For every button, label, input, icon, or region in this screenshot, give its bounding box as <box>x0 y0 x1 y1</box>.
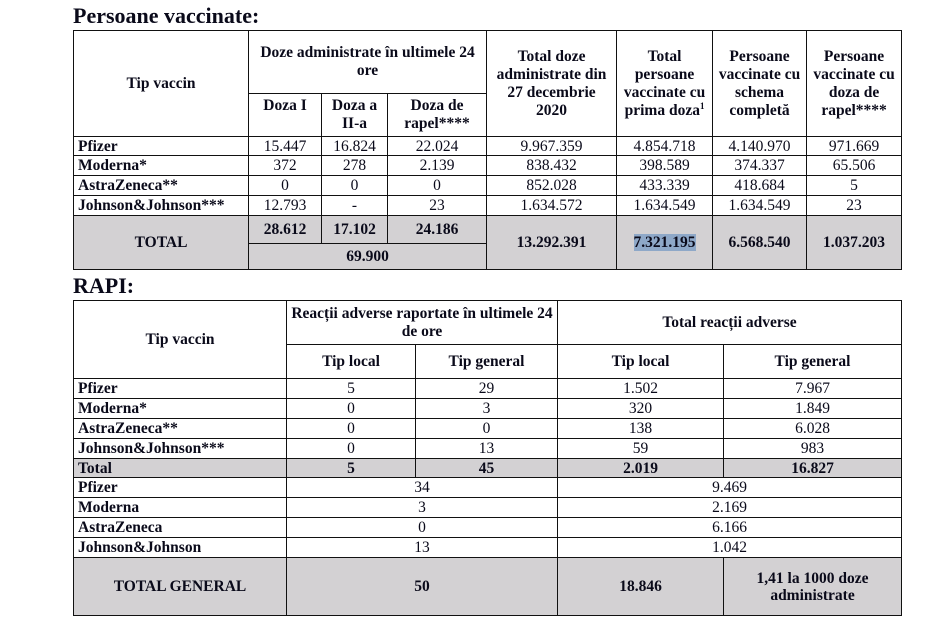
table-row <box>74 176 902 196</box>
total-general-24h: 50 <box>287 558 558 616</box>
total-row <box>74 459 902 478</box>
section-title-rapi: RAPI: <box>73 273 135 298</box>
general-24h-value: 13 <box>416 439 558 459</box>
table-row <box>74 439 902 459</box>
total-doze-value: 9.967.359 <box>487 137 617 156</box>
doza-1-value: 372 <box>249 156 322 176</box>
header-schema-completa: Persoane vaccinate cu schema completă <box>713 31 807 137</box>
total-doze-value: 838.432 <box>487 156 617 176</box>
cu-rapel-value: 23 <box>807 196 902 216</box>
header-tip-local-24h: Tip local <box>287 345 416 379</box>
total-general-24h: 45 <box>416 459 558 478</box>
header-doza-2: Doza a II-a <box>322 94 388 137</box>
doza-1-value: 15.447 <box>249 137 322 156</box>
vaccine-name: Pfizer <box>74 478 287 498</box>
per-vaccine-row <box>74 538 902 558</box>
rapel-value: 22.024 <box>388 137 487 156</box>
general-total-value: 983 <box>724 439 902 459</box>
doza-2-value: 278 <box>322 156 388 176</box>
sum-24h-value: 0 <box>287 518 558 538</box>
sum-total-value: 2.169 <box>558 498 902 518</box>
table-row <box>74 196 902 216</box>
vaccine-name: Johnson&Johnson*** <box>74 439 287 459</box>
selected-text[interactable]: 7.321.195 <box>633 234 696 251</box>
schema-completa-value: 4.140.970 <box>713 137 807 156</box>
total-cu-rapel: 1.037.203 <box>807 216 902 270</box>
vaccinated-persons-table <box>73 30 902 270</box>
footnote-marker: 1 <box>699 100 705 111</box>
vaccine-name: AstraZeneca** <box>74 419 287 439</box>
vaccine-name: AstraZeneca** <box>74 176 249 196</box>
general-total-value: 6.028 <box>724 419 902 439</box>
sum-total-value: 9.469 <box>558 478 902 498</box>
prima-doza-value: 4.854.718 <box>617 137 713 156</box>
rapel-value: 23 <box>388 196 487 216</box>
total-general-total: 16.827 <box>724 459 902 478</box>
schema-completa-value: 374.337 <box>713 156 807 176</box>
cu-rapel-value: 65.506 <box>807 156 902 176</box>
header-reactii-24h: Reacții adverse raportate în ultimele 24 de ore <box>287 301 558 345</box>
vaccine-name: Moderna* <box>74 156 249 176</box>
header-tip-general-total: Tip general <box>724 345 902 379</box>
doza-2-value: 16.824 <box>322 137 388 156</box>
doza-2-value: - <box>322 196 388 216</box>
vaccine-name: Johnson&Johnson*** <box>74 196 249 216</box>
total-general-label: TOTAL GENERAL <box>74 558 287 616</box>
sum-24h-value: 34 <box>287 478 558 498</box>
local-24h-value: 0 <box>287 399 416 419</box>
header-total-prima-doza <box>617 31 713 137</box>
sum-total-value: 6.166 <box>558 518 902 538</box>
table-row <box>74 156 902 176</box>
doza-2-value: 0 <box>322 176 388 196</box>
vaccine-name: Pfizer <box>74 137 249 156</box>
general-24h-value: 3 <box>416 399 558 419</box>
local-total-value: 138 <box>558 419 724 439</box>
total-general-row <box>74 558 902 616</box>
header-total-doze: Total doze administrate din 27 decembrie 2020 <box>487 31 617 137</box>
local-total-value: 1.502 <box>558 379 724 399</box>
total-doze-value: 1.634.572 <box>487 196 617 216</box>
total-local-24h: 5 <box>287 459 416 478</box>
section-title-persoane-vaccinate: Persoane vaccinate: <box>73 3 260 28</box>
general-24h-value: 0 <box>416 419 558 439</box>
total-24h-sum: 69.900 <box>249 244 487 270</box>
vaccine-name: Moderna* <box>74 399 287 419</box>
table-row <box>74 379 902 399</box>
doza-1-value: 12.793 <box>249 196 322 216</box>
table-row <box>74 399 902 419</box>
total-doze-sum: 13.292.391 <box>487 216 617 270</box>
per-vaccine-row <box>74 478 902 498</box>
total-doze-value: 852.028 <box>487 176 617 196</box>
total-schema-completa: 6.568.540 <box>713 216 807 270</box>
vaccine-name: Johnson&Johnson <box>74 538 287 558</box>
sum-24h-value: 13 <box>287 538 558 558</box>
total-prima-doza <box>617 216 713 270</box>
total-label: Total <box>74 459 287 478</box>
cu-rapel-value: 971.669 <box>807 137 902 156</box>
per-vaccine-row <box>74 518 902 538</box>
table-row <box>74 137 902 156</box>
prima-doza-value: 433.339 <box>617 176 713 196</box>
header-doze-24h: Doze administrate în ultimele 24 ore <box>249 31 487 94</box>
vaccine-name: Moderna <box>74 498 287 518</box>
general-total-value: 7.967 <box>724 379 902 399</box>
header-tip-general-24h: Tip general <box>416 345 558 379</box>
local-24h-value: 0 <box>287 439 416 459</box>
total-label: TOTAL <box>74 216 249 270</box>
total-doza-1: 28.612 <box>249 216 322 244</box>
total-row <box>74 216 902 244</box>
prima-doza-value: 398.589 <box>617 156 713 176</box>
sum-total-value: 1.042 <box>558 538 902 558</box>
rapi-table <box>73 300 902 616</box>
local-total-value: 320 <box>558 399 724 419</box>
total-general-rate: 1,41 la 1000 doze administrate <box>724 558 902 616</box>
rapel-value: 0 <box>388 176 487 196</box>
general-24h-value: 29 <box>416 379 558 399</box>
vaccine-name: Pfizer <box>74 379 287 399</box>
header-doza-1: Doza I <box>249 94 322 137</box>
schema-completa-value: 1.634.549 <box>713 196 807 216</box>
total-rapel: 24.186 <box>388 216 487 244</box>
total-general-sum: 18.846 <box>558 558 724 616</box>
header-cu-rapel: Persoane vaccinate cu doza de rapel**** <box>807 31 902 137</box>
schema-completa-value: 418.684 <box>713 176 807 196</box>
header-total-prima-doza-label: Total persoane vaccinate cu prima doza <box>623 47 706 119</box>
total-local-total: 2.019 <box>558 459 724 478</box>
general-total-value: 1.849 <box>724 399 902 419</box>
vaccine-name: AstraZeneca <box>74 518 287 538</box>
local-total-value: 59 <box>558 439 724 459</box>
sum-24h-value: 3 <box>287 498 558 518</box>
rapel-value: 2.139 <box>388 156 487 176</box>
header-tip-vaccin: Tip vaccin <box>74 301 287 379</box>
doza-1-value: 0 <box>249 176 322 196</box>
prima-doza-value: 1.634.549 <box>617 196 713 216</box>
table-row <box>74 419 902 439</box>
local-24h-value: 5 <box>287 379 416 399</box>
header-total-reactii: Total reacții adverse <box>558 301 902 345</box>
header-doza-rapel: Doza de rapel**** <box>388 94 487 137</box>
per-vaccine-row <box>74 498 902 518</box>
header-tip-vaccin: Tip vaccin <box>74 31 249 137</box>
total-doza-2: 17.102 <box>322 216 388 244</box>
local-24h-value: 0 <box>287 419 416 439</box>
cu-rapel-value: 5 <box>807 176 902 196</box>
header-tip-local-total: Tip local <box>558 345 724 379</box>
